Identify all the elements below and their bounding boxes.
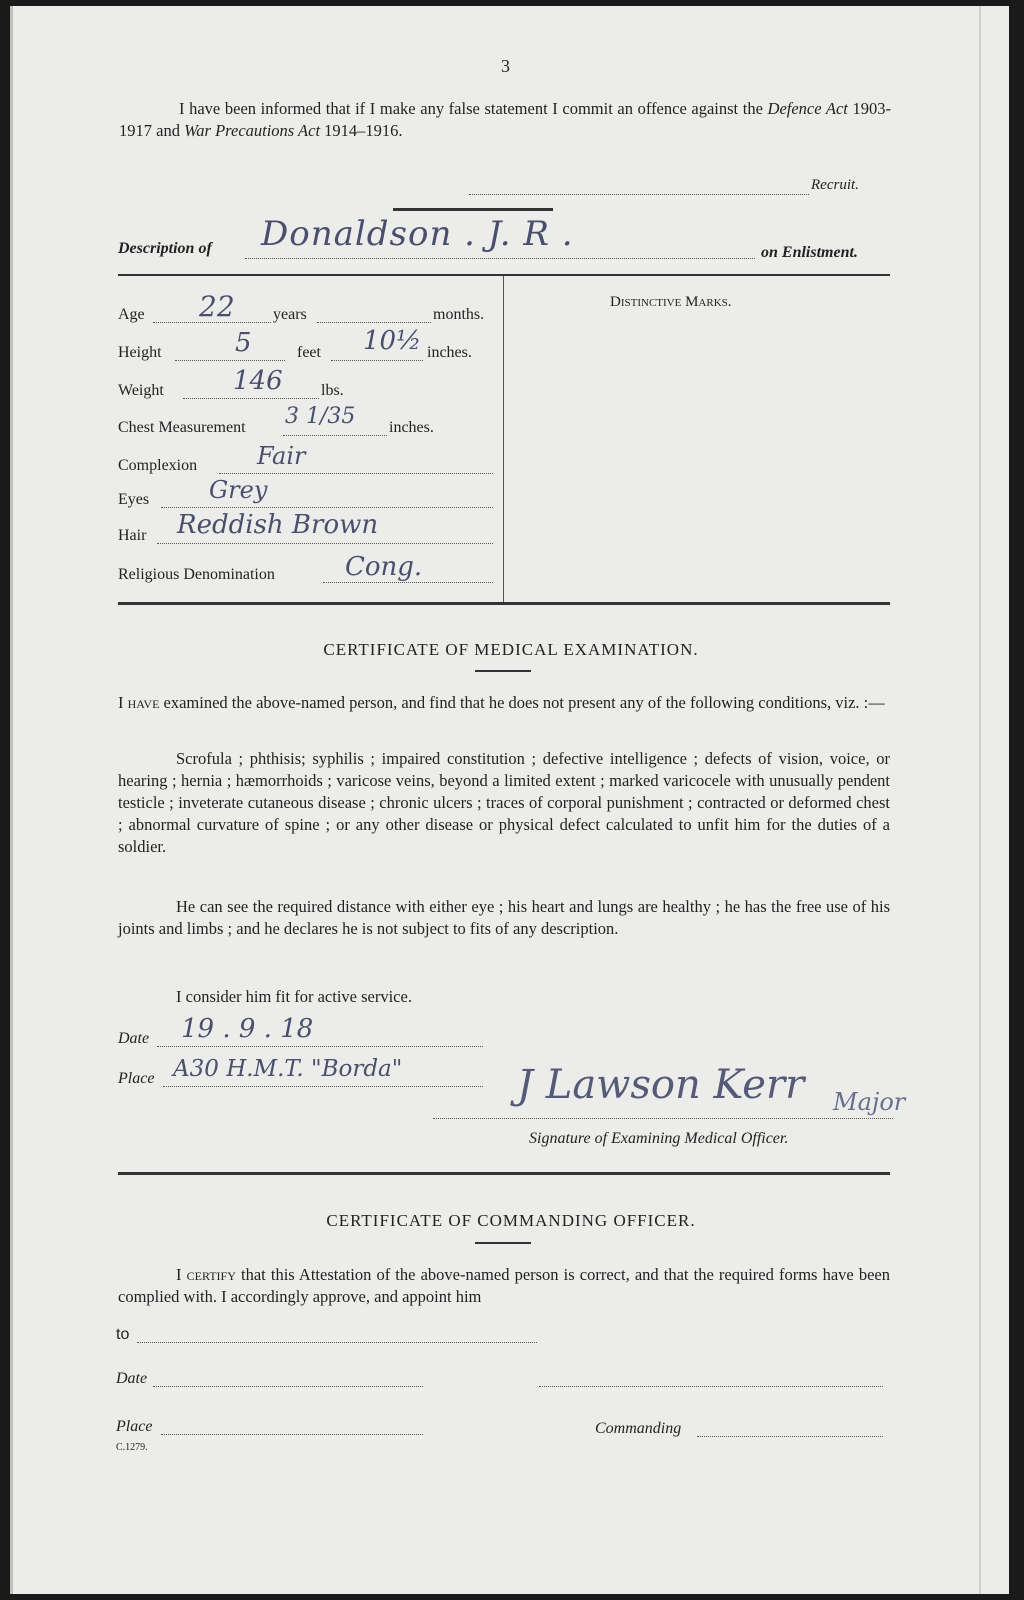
medical-officer-rank: Major [833,1088,906,1116]
hair-label: Hair [118,527,147,544]
complexion-label: Complexion [118,457,198,474]
medical-paragraph-4: I consider him fit for active service. [176,987,412,1006]
recruit-label: Recruit. [811,177,859,193]
commanding-place-label: Place [116,1418,153,1435]
commanding-date-line[interactable] [153,1386,423,1387]
distinctive-marks-label: Distinctive Marks. [610,294,732,310]
medical-date-label: Date [118,1030,150,1047]
medical-signature-line[interactable] [433,1118,893,1119]
medical-place-line[interactable] [163,1086,483,1087]
rule [475,1242,531,1244]
eyes-label: Eyes [118,491,150,508]
medical-paragraph-2: Scrofula ; phthisis; syphilis ; impaired constitution ; defective intelligence ; defects of vision, voice, or hearing ; hernia ; hæmorrhoids ; varicose veins, beyond a limited extent ; marked varicocele with unusually pendent testicle ; inveterate cutaneous disease ; chronic ulcers ; traces of corporal punishment ; contracted or deformed chest ; abnormal curvature of spine ; or any other disease or physical defect calculated to unfit him for the duties of a soldier. [118,749,890,856]
weight-label: Weight [118,382,164,399]
war-precautions-act-name: War Precautions Act [184,121,321,140]
age-value: 22 [199,290,235,323]
height-inches-line[interactable] [331,360,423,361]
commanding-unit-line[interactable] [697,1436,883,1437]
attestation-page [10,6,1009,1594]
medical-date-line[interactable] [157,1046,483,1047]
chest-inches-label: inches. [389,419,434,436]
form-code: C.1279. [116,1442,148,1453]
complexion-value: Fair [257,442,306,470]
medical-paragraph-1 [118,692,890,714]
war-precautions-act-years: 1914–1916. [320,121,403,140]
recruit-name-handwritten: Donaldson . J. R . [261,214,574,254]
commanding-place-line[interactable] [161,1434,423,1435]
feet-label: feet [297,344,321,361]
on-enlistment-label: on Enlistment. [761,244,858,261]
years-label: years [273,306,307,323]
complexion-line[interactable] [219,473,493,474]
particulars-divider [503,276,504,602]
medical-place-value: A30 H.M.T. "Borda" [173,1056,403,1082]
commanding-date-label: Date [116,1370,148,1387]
weight-line[interactable] [183,398,319,399]
eyes-line[interactable] [161,507,493,508]
hair-value: Reddish Brown [177,510,379,540]
weight-value: 146 [233,366,283,396]
rule [118,274,890,276]
rule [475,670,531,672]
medical-heading: CERTIFICATE OF MEDICAL EXAMINATION. [323,640,699,659]
height-inches-value: 10½ [363,326,422,356]
rule [393,208,553,211]
recruit-signature-line[interactable] [469,194,809,195]
chest-line[interactable] [283,435,387,436]
rule [118,602,890,605]
declaration-text: I have been informed that if I make any false statement I commit an offence against the [179,99,768,118]
months-label: months. [433,306,485,323]
medical-paragraph-3: He can see the required distance with either eye ; his heart and lungs are healthy ; he has the free use of his joints and limbs ; and he declares he is not subject to fits of any description. [118,897,890,938]
medical-signature-label: Signature of Examining Medical Officer. [529,1130,789,1147]
declaration-paragraph [119,98,891,142]
rule [118,1172,890,1175]
medical-officer-signature: J Lawson Kerr [517,1062,805,1108]
description-name-line[interactable] [245,258,755,259]
religion-label: Religious Denomination [118,566,275,583]
eyes-value: Grey [209,476,268,504]
religion-line[interactable] [323,582,493,583]
commanding-label: Commanding [595,1420,682,1437]
page-number: 3 [501,56,510,76]
height-label: Height [118,344,162,361]
appoint-to-label: to [116,1326,130,1343]
age-months-line[interactable] [317,322,431,323]
medical-para1-text: examined the above-named person, and find that he does not present any of the following conditions, viz. :— [159,693,885,712]
lbs-label: lbs. [321,382,344,399]
chest-label: Chest Measurement [118,419,246,436]
appoint-to-line[interactable] [137,1342,537,1343]
hair-line[interactable] [157,543,493,544]
commanding-heading: CERTIFICATE OF COMMANDING OFFICER. [326,1211,696,1230]
chest-value: 3 1/35 [285,404,356,429]
defence-act-name: Defence Act [767,99,848,118]
commanding-lead-caps: I certify [176,1265,236,1284]
commanding-officer-signature-line[interactable] [539,1386,883,1387]
medical-date-value: 19 . 9 . 18 [181,1014,314,1044]
medical-lead-caps: I have [118,693,160,712]
religion-value: Cong. [345,552,423,582]
commanding-paragraph [118,1264,890,1308]
height-feet-value: 5 [235,328,252,358]
medical-place-label: Place [118,1070,155,1087]
height-feet-line[interactable] [175,360,285,361]
age-label: Age [118,306,145,323]
commanding-para-text: that this Attestation of the above-named person is correct, and that the required forms have been complied with. I accordingly approve, and appoint him [118,1265,891,1306]
defence-act-years: 1903-1917 and [119,99,892,140]
inches-label: inches. [427,344,472,361]
description-label: Description of [118,240,212,257]
